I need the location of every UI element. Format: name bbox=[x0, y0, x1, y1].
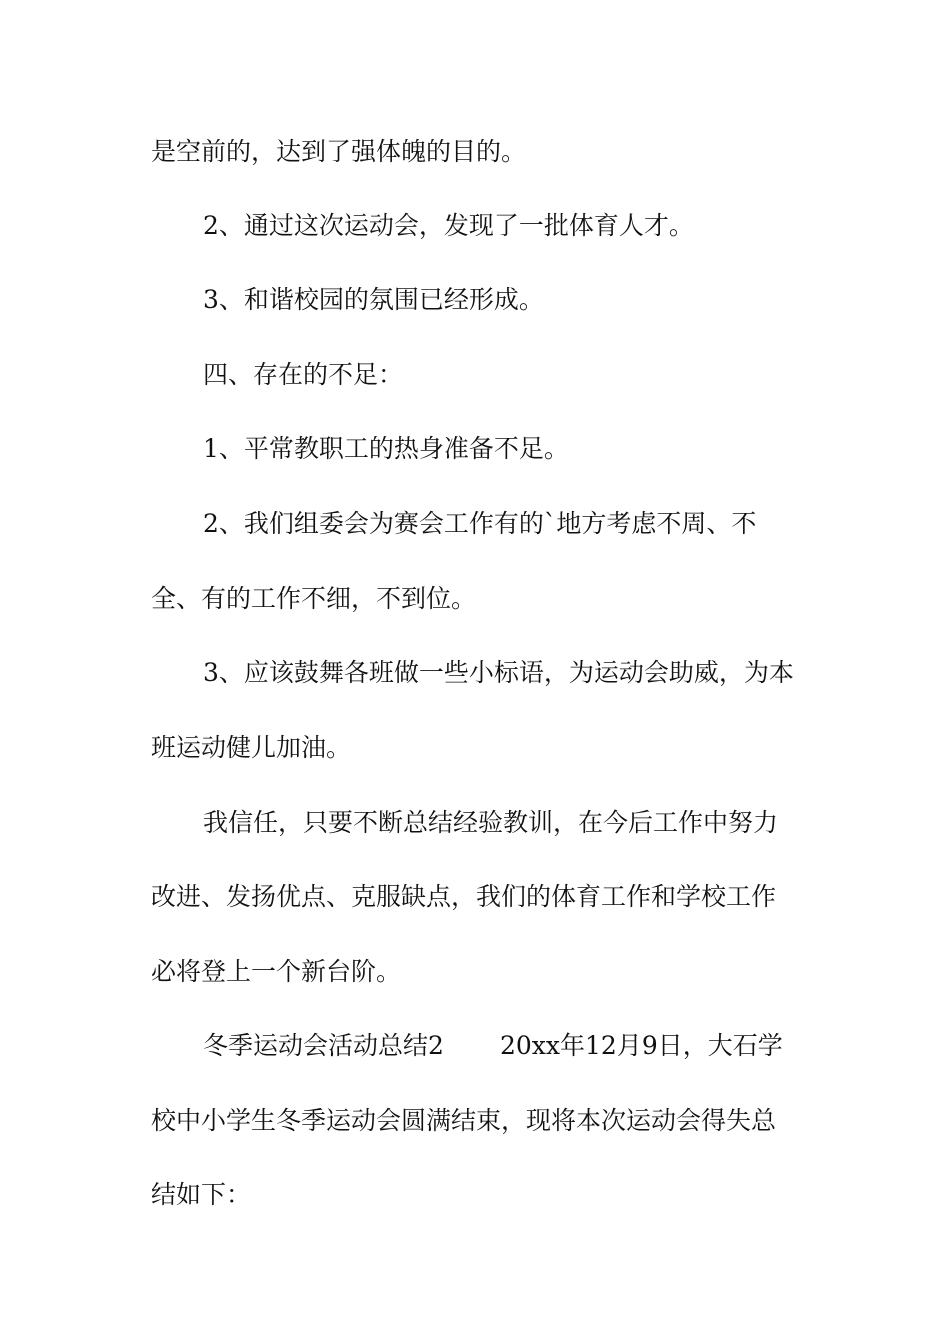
paragraph-text: 校中小学生冬季运动会圆满结束，现将本次运动会得失总 bbox=[151, 1106, 777, 1135]
text-line bbox=[0, 1175, 950, 1215]
text-line bbox=[0, 579, 950, 619]
text-line bbox=[0, 1026, 950, 1066]
paragraph-text: 20xx年12月9日，大石学 bbox=[500, 1031, 783, 1060]
text-line bbox=[0, 355, 950, 395]
paragraph-text: 我信任，只要不断总结经验教训，在今后工作中努力 bbox=[203, 808, 779, 837]
paragraph-text: 1、平常教职工的热身准备不足。 bbox=[203, 434, 569, 463]
text-line bbox=[0, 952, 950, 992]
paragraph-text: 2、通过这次运动会，发现了一批体育人才。 bbox=[203, 211, 694, 240]
paragraph-text: 3、和谐校园的氛围已经形成。 bbox=[203, 285, 544, 314]
paragraph-text: 改进、发扬优点、克服缺点，我们的体育工作和学校工作 bbox=[151, 882, 777, 911]
section-title: 冬季运动会活动总结2 bbox=[203, 1031, 444, 1060]
text-line bbox=[0, 132, 950, 172]
text-line bbox=[0, 429, 950, 469]
paragraph-text: 必将登上一个新台阶。 bbox=[151, 957, 402, 986]
text-line bbox=[0, 728, 950, 768]
paragraph-text: 全、有的工作不细，不到位。 bbox=[151, 584, 477, 613]
text-line bbox=[0, 504, 950, 544]
text-line bbox=[0, 803, 950, 843]
paragraph-text: 是空前的，达到了强体魄的目的。 bbox=[151, 137, 527, 166]
text-line bbox=[0, 877, 950, 917]
paragraph-text: 3、应该鼓舞各班做一些小标语，为运动会助威，为本 bbox=[203, 658, 794, 687]
paragraph-text: 2、我们组委会为赛会工作有的`地方考虑不周、不 bbox=[203, 509, 757, 538]
paragraph-text: 班运动健儿加油。 bbox=[151, 733, 352, 762]
text-line bbox=[0, 1101, 950, 1141]
paragraph-text: 结如下： bbox=[151, 1180, 252, 1209]
text-line bbox=[0, 280, 950, 320]
text-line bbox=[0, 653, 950, 693]
section-heading: 四、存在的不足： bbox=[203, 360, 404, 389]
text-line bbox=[0, 206, 950, 246]
